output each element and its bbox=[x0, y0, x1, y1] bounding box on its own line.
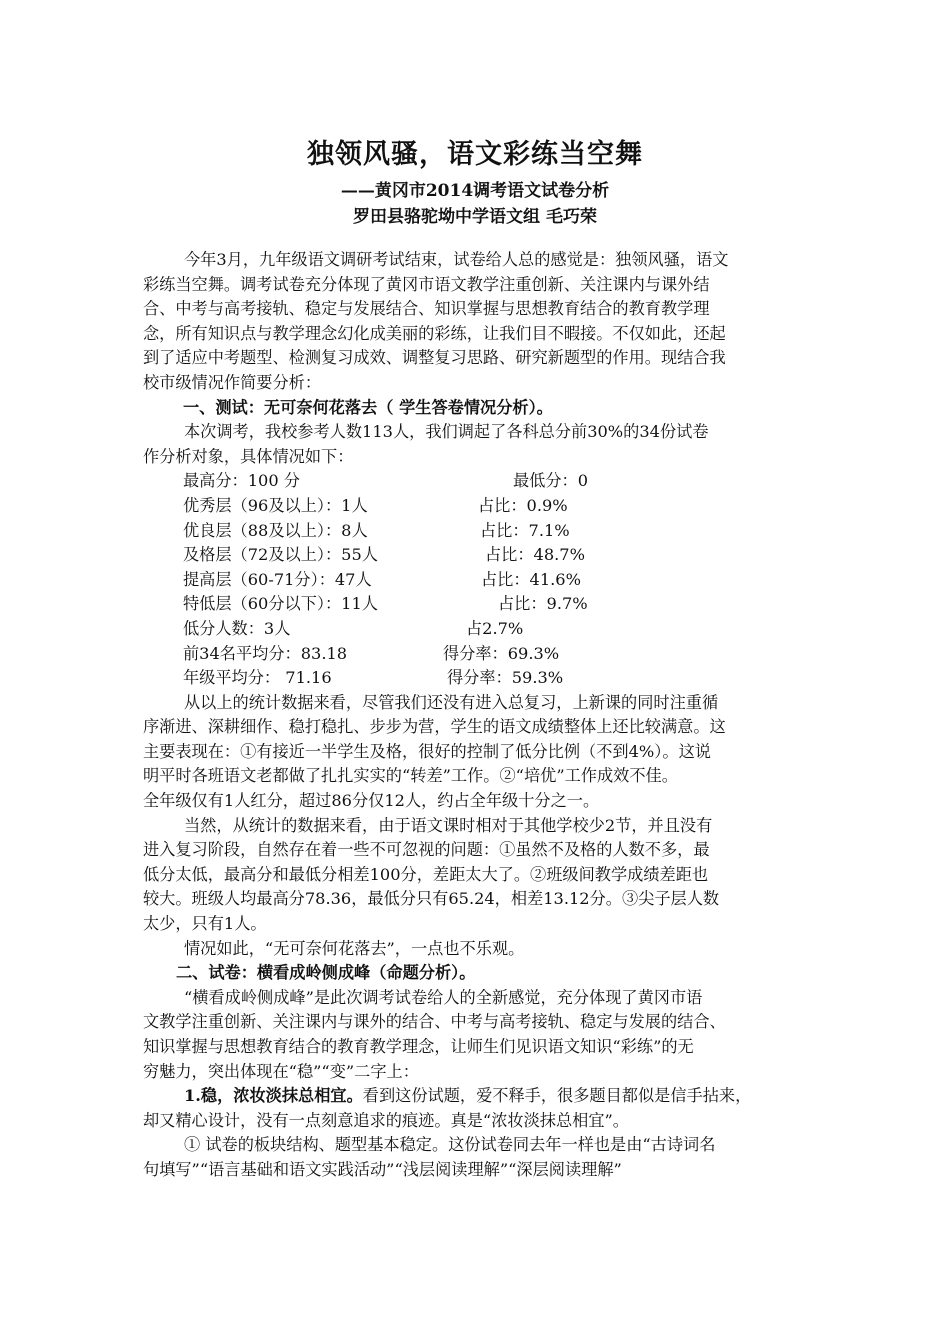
stat-value: 占比：0.9% bbox=[478, 495, 568, 515]
stat-row bbox=[143, 568, 825, 593]
paragraph-line: 知识掌握与思想教育结合的教育教学理念，让师生们见识语文知识“彩练”的无 bbox=[143, 1037, 694, 1056]
stat-row bbox=[143, 469, 825, 494]
paragraph-line: 序渐进、深耕细作、稳打稳扎、步步为营，学生的语文成绩整体上还比较满意。这 bbox=[143, 717, 726, 737]
document-title: 独领风骚，语文彩练当空舞 bbox=[307, 139, 643, 170]
document-subtitle: ——黄冈市2014调考语文试卷分析 bbox=[340, 181, 610, 201]
paragraph-line: 进入复习阶段，自然存在着一些不可忽视的问题：①虽然不及格的人数不多，最 bbox=[143, 840, 710, 860]
point1-line bbox=[143, 1084, 825, 1109]
document-body bbox=[143, 248, 825, 1183]
stat-row bbox=[143, 666, 825, 691]
stat-value: 占比：48.7% bbox=[485, 545, 585, 565]
stat-row bbox=[143, 494, 825, 519]
paragraph-line: 全年级仅有1人红分，超过86分仅12人，约占全年级十分之一。 bbox=[143, 791, 600, 811]
paragraph-line: 从以上的统计数据来看，尽管我们还没有进入总复习，上新课的同时注重循 bbox=[184, 692, 719, 712]
stat-row bbox=[143, 543, 825, 568]
stat-value: 占2.7% bbox=[466, 618, 524, 638]
stat-label: 优良层（88及以上）：8人 bbox=[183, 520, 368, 540]
section1-line: 本次调考，我校参考人数113人，我们调起了各科总分前30%的34份试卷 bbox=[184, 422, 709, 442]
paragraph-line: 太少，只有1人。 bbox=[143, 914, 267, 934]
stat-row bbox=[143, 617, 825, 642]
stat-value: 得分率：69.3% bbox=[443, 643, 560, 663]
stat-row bbox=[143, 642, 825, 667]
intro-line: 校市级情况作简要分析： bbox=[143, 372, 322, 392]
paragraph-line: 文教学注重创新、关注课内与课外的结合、中考与高考接轨、稳定与发展的结合、 bbox=[143, 1012, 726, 1032]
paragraph-line: “横看成岭侧成峰”是此次调考试卷给人的全新感觉，充分体现了黄冈市语 bbox=[184, 987, 703, 1007]
stat-label: 低分人数：3人 bbox=[183, 618, 291, 638]
author-line: 罗田县骆驼坳中学语文组 毛巧荣 bbox=[353, 207, 597, 227]
paragraph-line: 情况如此，“无可奈何花落去”，一点也不乐观。 bbox=[184, 938, 525, 958]
section1-heading: 一、测试：无可奈何花落去（ 学生答卷情况分析）。 bbox=[183, 397, 553, 417]
section1-line: 作分析对象，具体情况如下： bbox=[143, 446, 354, 466]
intro-line: 念，所有知识点与教学理念幻化成美丽的彩练，让我们目不暇接。不仅如此，还起 bbox=[143, 323, 726, 343]
intro-line: 到了适应中考题型、检测复习成效、调整复习思路、研究新题型的作用。现结合我 bbox=[143, 348, 726, 368]
intro-line: 今年3月，九年级语文调研考试结束，试卷给人总的感觉是：独领风骚，语文 bbox=[184, 250, 729, 269]
point1-text: 看到这份试题，爱不释手，很多题目都似是信手拈来， bbox=[362, 1086, 752, 1106]
stat-label: 最高分：100 分 bbox=[183, 471, 300, 491]
paragraph-line: 句填写”“语言基础和语文实践活动”“浅层阅读理解”“深层阅读理解” bbox=[143, 1159, 622, 1179]
intro-line: 合、中考与高考接轨、稳定与发展结合、知识掌握与思想教育结合的教育教学理 bbox=[143, 299, 710, 319]
point1-heading: 1.稳，浓妆淡抹总相宜。 bbox=[184, 1086, 363, 1106]
stat-value: 最低分：0 bbox=[513, 471, 589, 491]
paragraph-line: 穷魅力，突出体现在“稳”“变”二字上： bbox=[143, 1061, 419, 1081]
stat-label: 特低层（60分以下）：11人 bbox=[183, 594, 378, 614]
stat-value: 占比：9.7% bbox=[498, 594, 588, 614]
paragraph-line: 主要表现在：①有接近一半学生及格，很好的控制了低分比例（不到4%）。这说 bbox=[143, 741, 711, 761]
stat-row bbox=[143, 592, 825, 617]
paragraph-line: 当然，从统计的数据来看，由于语文课时相对于其他学校少2节，并且没有 bbox=[184, 815, 713, 835]
stat-row bbox=[143, 519, 825, 544]
stat-value: 占比：41.6% bbox=[481, 569, 581, 589]
section2-heading: 二、试卷：横看成岭侧成峰（命题分析）。 bbox=[176, 963, 476, 983]
paragraph-line: 较大。班级人均最高分78.36，最低分只有65.24，相差13.12分。③尖子层人数 bbox=[143, 889, 720, 909]
paragraph-line: ① 试卷的板块结构、题型基本稳定。这份试卷同去年一样也是由“古诗词名 bbox=[184, 1135, 716, 1155]
paragraph-line: 低分太低，最高分和最低分相差100分，差距太大了。②班级间教学成绩差距也 bbox=[143, 864, 709, 884]
paragraph-line: 却又精心设计，没有一点刻意追求的痕迹。真是“浓妆淡抹总相宜”。 bbox=[143, 1110, 629, 1130]
stat-value: 得分率：59.3% bbox=[447, 668, 564, 688]
stat-label: 及格层（72及以上）：55人 bbox=[183, 545, 378, 565]
stat-label: 年级平均分： 71.16 bbox=[183, 668, 332, 688]
stat-label: 前34名平均分：83.18 bbox=[183, 643, 348, 663]
intro-line: 彩练当空舞。调考试卷充分体现了黄冈市语文教学注重创新、关注课内与课外结 bbox=[143, 274, 710, 294]
stat-label: 优秀层（96及以上）：1人 bbox=[183, 495, 368, 515]
stat-label: 提高层（60-71分）：47人 bbox=[183, 569, 372, 589]
stat-value: 占比：7.1% bbox=[480, 520, 570, 540]
paragraph-line: 明平时各班语文老都做了扎扎实实的“转差”工作。②“培优”工作成效不佳。 bbox=[143, 766, 678, 786]
